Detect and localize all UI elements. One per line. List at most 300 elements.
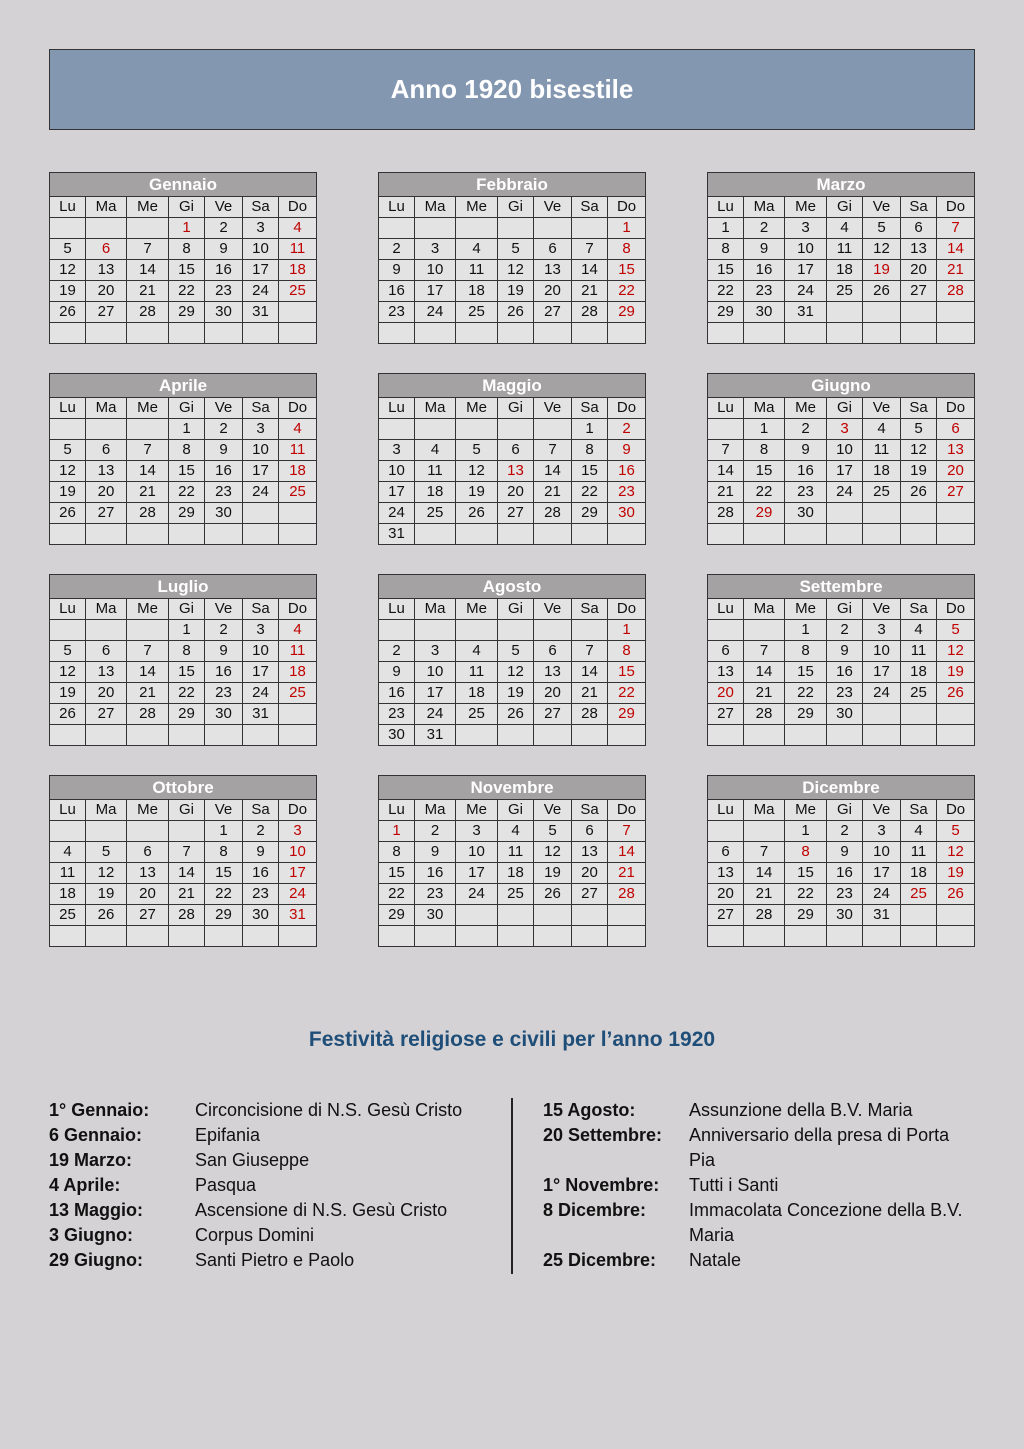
day-cell: 3	[415, 641, 456, 662]
empty-cell	[456, 419, 498, 440]
empty-cell	[205, 524, 243, 545]
day-cell: 9	[379, 260, 415, 281]
day-cell: 10	[243, 440, 279, 461]
day-cell: 26	[498, 704, 534, 725]
empty-cell	[937, 725, 975, 746]
empty-cell	[498, 323, 534, 344]
day-cell: 20	[708, 884, 744, 905]
empty-cell	[608, 926, 646, 947]
day-cell: 4	[901, 620, 937, 641]
empty-cell	[572, 905, 608, 926]
month-name: Giugno	[708, 374, 975, 398]
month-luglio	[49, 574, 316, 746]
empty-cell	[127, 218, 169, 239]
day-cell: 1	[785, 620, 827, 641]
day-cell: 23	[744, 281, 785, 302]
day-cell: 17	[279, 863, 317, 884]
day-cell: 18	[50, 884, 86, 905]
day-cell: 5	[50, 641, 86, 662]
day-cell: 27	[572, 884, 608, 905]
day-cell: 23	[415, 884, 456, 905]
day-cell: 25	[498, 884, 534, 905]
weekday-label: Ma	[415, 197, 456, 218]
holiday-name: Circoncisione di N.S. Gesù Cristo	[195, 1100, 463, 1120]
weekday-label: Do	[937, 800, 975, 821]
empty-cell	[169, 524, 205, 545]
day-cell: 8	[205, 842, 243, 863]
day-cell: 26	[86, 905, 127, 926]
day-cell: 27	[708, 905, 744, 926]
day-cell: 18	[279, 260, 317, 281]
holiday-row	[543, 1198, 983, 1248]
month-name: Settembre	[708, 575, 975, 599]
day-cell: 23	[827, 683, 863, 704]
day-cell: 23	[205, 281, 243, 302]
holiday-name: Ascensione di N.S. Gesù Cristo	[195, 1200, 448, 1220]
day-cell: 19	[937, 662, 975, 683]
holiday-name: Immacolata Concezione della B.V. Maria	[689, 1200, 963, 1245]
day-cell: 14	[169, 863, 205, 884]
weekday-label: Gi	[827, 800, 863, 821]
weekday-label: Ve	[863, 197, 901, 218]
day-cell: 27	[127, 905, 169, 926]
holiday-date: 8 Dicembre:	[543, 1200, 647, 1220]
day-cell: 6	[498, 440, 534, 461]
day-cell: 2	[827, 821, 863, 842]
day-cell: 12	[86, 863, 127, 884]
weekday-label: Gi	[827, 398, 863, 419]
empty-cell	[937, 302, 975, 323]
empty-cell	[279, 725, 317, 746]
day-cell: 15	[169, 461, 205, 482]
holiday-name: Anniversario della presa di Porta Pia	[689, 1125, 950, 1170]
weekday-label: Lu	[50, 599, 86, 620]
month-name: Novembre	[379, 776, 646, 800]
empty-cell	[415, 926, 456, 947]
day-cell: 17	[863, 662, 901, 683]
weekday-label: Ve	[205, 398, 243, 419]
day-cell: 3	[863, 620, 901, 641]
day-cell: 16	[243, 863, 279, 884]
month-name: Agosto	[379, 575, 646, 599]
empty-cell	[243, 323, 279, 344]
holiday-row	[49, 1248, 462, 1273]
empty-cell	[863, 704, 901, 725]
weekday-label: Ma	[415, 599, 456, 620]
empty-cell	[901, 302, 937, 323]
empty-cell	[708, 821, 744, 842]
day-cell: 16	[827, 863, 863, 884]
weekday-label: Gi	[169, 599, 205, 620]
day-cell: 15	[169, 662, 205, 683]
weekday-label: Do	[937, 398, 975, 419]
page-title: Anno 1920 bisestile	[390, 74, 634, 104]
holiday-date: 15 Agosto:	[543, 1100, 636, 1120]
weekday-label: Lu	[379, 398, 415, 419]
day-cell: 15	[608, 662, 646, 683]
day-cell: 5	[86, 842, 127, 863]
empty-cell	[279, 524, 317, 545]
day-cell: 3	[243, 620, 279, 641]
weekday-label: Gi	[498, 197, 534, 218]
day-cell: 3	[785, 218, 827, 239]
empty-cell	[901, 704, 937, 725]
empty-cell	[572, 725, 608, 746]
day-cell: 12	[901, 440, 937, 461]
day-cell: 4	[456, 641, 498, 662]
weekday-label: Me	[456, 599, 498, 620]
empty-cell	[572, 620, 608, 641]
weekday-label: Ma	[415, 800, 456, 821]
empty-cell	[86, 419, 127, 440]
empty-cell	[572, 926, 608, 947]
day-cell: 3	[863, 821, 901, 842]
empty-cell	[415, 323, 456, 344]
month-febbraio	[378, 172, 645, 344]
day-cell: 16	[744, 260, 785, 281]
day-cell: 10	[415, 662, 456, 683]
day-cell: 30	[785, 503, 827, 524]
empty-cell	[50, 926, 86, 947]
empty-cell	[127, 323, 169, 344]
day-cell: 28	[744, 704, 785, 725]
weekday-label: Me	[785, 800, 827, 821]
day-cell: 1	[608, 218, 646, 239]
day-cell: 18	[456, 683, 498, 704]
day-cell: 5	[498, 641, 534, 662]
empty-cell	[456, 725, 498, 746]
day-cell: 5	[901, 419, 937, 440]
weekday-label: Ve	[534, 599, 572, 620]
empty-cell	[127, 419, 169, 440]
weekday-label: Sa	[572, 197, 608, 218]
empty-cell	[863, 725, 901, 746]
day-cell: 13	[534, 260, 572, 281]
day-cell: 1	[205, 821, 243, 842]
empty-cell	[86, 323, 127, 344]
empty-cell	[205, 323, 243, 344]
day-cell: 28	[708, 503, 744, 524]
empty-cell	[827, 524, 863, 545]
empty-cell	[608, 905, 646, 926]
day-cell: 12	[498, 662, 534, 683]
day-cell: 22	[205, 884, 243, 905]
empty-cell	[744, 821, 785, 842]
weekday-label: Lu	[379, 599, 415, 620]
day-cell: 31	[863, 905, 901, 926]
day-cell: 22	[708, 281, 744, 302]
weekday-label: Ve	[863, 599, 901, 620]
day-cell: 20	[86, 281, 127, 302]
day-cell: 27	[86, 302, 127, 323]
weekday-label: Ma	[415, 398, 456, 419]
day-cell: 10	[379, 461, 415, 482]
day-cell: 4	[415, 440, 456, 461]
day-cell: 28	[572, 302, 608, 323]
day-cell: 26	[50, 704, 86, 725]
empty-cell	[708, 419, 744, 440]
day-cell: 31	[243, 302, 279, 323]
empty-cell	[86, 218, 127, 239]
day-cell: 29	[785, 905, 827, 926]
empty-cell	[744, 524, 785, 545]
weekday-label: Me	[127, 197, 169, 218]
day-cell: 11	[415, 461, 456, 482]
day-cell: 25	[863, 482, 901, 503]
day-cell: 9	[415, 842, 456, 863]
day-cell: 25	[901, 884, 937, 905]
day-cell: 4	[279, 419, 317, 440]
day-cell: 7	[572, 641, 608, 662]
day-cell: 29	[785, 704, 827, 725]
holiday-row	[49, 1198, 462, 1223]
day-cell: 11	[279, 641, 317, 662]
weekday-label: Do	[279, 599, 317, 620]
empty-cell	[498, 524, 534, 545]
empty-cell	[534, 620, 572, 641]
empty-cell	[379, 323, 415, 344]
month-settembre	[707, 574, 974, 746]
day-cell: 28	[608, 884, 646, 905]
empty-cell	[827, 323, 863, 344]
empty-cell	[744, 725, 785, 746]
empty-cell	[50, 725, 86, 746]
day-cell: 25	[50, 905, 86, 926]
day-cell: 27	[498, 503, 534, 524]
empty-cell	[50, 821, 86, 842]
day-cell: 11	[827, 239, 863, 260]
day-cell: 3	[379, 440, 415, 461]
month-gennaio	[49, 172, 316, 344]
weekday-label: Gi	[169, 398, 205, 419]
weekday-label: Ve	[863, 398, 901, 419]
weekday-label: Sa	[901, 599, 937, 620]
empty-cell	[127, 725, 169, 746]
day-cell: 10	[863, 641, 901, 662]
day-cell: 17	[863, 863, 901, 884]
day-cell: 14	[937, 239, 975, 260]
holiday-date: 3 Giugno:	[49, 1225, 133, 1245]
day-cell: 9	[379, 662, 415, 683]
day-cell: 23	[608, 482, 646, 503]
day-cell: 22	[169, 683, 205, 704]
day-cell: 31	[379, 524, 415, 545]
day-cell: 29	[169, 302, 205, 323]
day-cell: 9	[205, 440, 243, 461]
day-cell: 3	[415, 239, 456, 260]
day-cell: 19	[498, 683, 534, 704]
day-cell: 4	[279, 218, 317, 239]
day-cell: 24	[279, 884, 317, 905]
empty-cell	[534, 926, 572, 947]
empty-cell	[127, 524, 169, 545]
weekday-label: Me	[785, 398, 827, 419]
day-cell: 6	[86, 239, 127, 260]
empty-cell	[205, 926, 243, 947]
weekday-label: Me	[127, 599, 169, 620]
day-cell: 6	[86, 440, 127, 461]
day-cell: 17	[415, 281, 456, 302]
day-cell: 14	[708, 461, 744, 482]
day-cell: 1	[785, 821, 827, 842]
column-divider	[511, 1098, 513, 1274]
day-cell: 2	[785, 419, 827, 440]
day-cell: 12	[50, 662, 86, 683]
empty-cell	[86, 926, 127, 947]
day-cell: 16	[205, 662, 243, 683]
day-cell: 14	[744, 863, 785, 884]
empty-cell	[456, 218, 498, 239]
empty-cell	[415, 218, 456, 239]
day-cell: 29	[608, 704, 646, 725]
day-cell: 2	[243, 821, 279, 842]
holiday-row	[543, 1248, 983, 1273]
empty-cell	[498, 905, 534, 926]
day-cell: 19	[937, 863, 975, 884]
day-cell: 24	[863, 683, 901, 704]
day-cell: 12	[50, 461, 86, 482]
weekday-label: Do	[608, 398, 646, 419]
day-cell: 3	[827, 419, 863, 440]
day-cell: 13	[708, 662, 744, 683]
holiday-date: 19 Marzo:	[49, 1150, 133, 1170]
empty-cell	[572, 323, 608, 344]
day-cell: 25	[901, 683, 937, 704]
day-cell: 13	[127, 863, 169, 884]
day-cell: 8	[608, 239, 646, 260]
day-cell: 27	[937, 482, 975, 503]
empty-cell	[86, 725, 127, 746]
day-cell: 21	[572, 281, 608, 302]
day-cell: 5	[50, 239, 86, 260]
holiday-name: San Giuseppe	[195, 1150, 310, 1170]
day-cell: 10	[827, 440, 863, 461]
day-cell: 20	[534, 683, 572, 704]
day-cell: 12	[863, 239, 901, 260]
empty-cell	[456, 524, 498, 545]
day-cell: 14	[572, 260, 608, 281]
day-cell: 27	[708, 704, 744, 725]
day-cell: 19	[498, 281, 534, 302]
day-cell: 15	[744, 461, 785, 482]
empty-cell	[379, 218, 415, 239]
day-cell: 29	[708, 302, 744, 323]
day-cell: 4	[279, 620, 317, 641]
day-cell: 11	[456, 662, 498, 683]
weekday-label: Sa	[243, 197, 279, 218]
holiday-row	[49, 1173, 462, 1198]
month-name: Maggio	[379, 374, 646, 398]
day-cell: 30	[827, 905, 863, 926]
empty-cell	[50, 620, 86, 641]
day-cell: 18	[415, 482, 456, 503]
empty-cell	[534, 323, 572, 344]
day-cell: 4	[456, 239, 498, 260]
day-cell: 12	[456, 461, 498, 482]
weekday-label: Do	[279, 398, 317, 419]
day-cell: 18	[863, 461, 901, 482]
empty-cell	[744, 926, 785, 947]
month-aprile	[49, 373, 316, 545]
empty-cell	[608, 524, 646, 545]
day-cell: 19	[86, 884, 127, 905]
empty-cell	[744, 323, 785, 344]
empty-cell	[901, 926, 937, 947]
day-cell: 16	[379, 683, 415, 704]
holiday-name: Pasqua	[195, 1175, 257, 1195]
empty-cell	[534, 524, 572, 545]
empty-cell	[901, 323, 937, 344]
day-cell: 24	[379, 503, 415, 524]
day-cell: 17	[243, 461, 279, 482]
holidays-title: Festività religiose e civili per l’anno 1920	[308, 1028, 716, 1051]
day-cell: 8	[785, 842, 827, 863]
empty-cell	[379, 620, 415, 641]
day-cell: 30	[608, 503, 646, 524]
weekday-label: Lu	[379, 800, 415, 821]
weekday-label: Do	[279, 197, 317, 218]
day-cell: 3	[456, 821, 498, 842]
day-cell: 30	[243, 905, 279, 926]
empty-cell	[243, 503, 279, 524]
empty-cell	[498, 218, 534, 239]
day-cell: 18	[901, 863, 937, 884]
day-cell: 7	[127, 641, 169, 662]
empty-cell	[785, 725, 827, 746]
day-cell: 19	[534, 863, 572, 884]
day-cell: 7	[169, 842, 205, 863]
empty-cell	[86, 620, 127, 641]
weekday-label: Lu	[50, 398, 86, 419]
day-cell: 16	[785, 461, 827, 482]
weekday-label: Lu	[379, 197, 415, 218]
day-cell: 29	[169, 503, 205, 524]
day-cell: 22	[608, 683, 646, 704]
empty-cell	[572, 218, 608, 239]
day-cell: 24	[243, 482, 279, 503]
day-cell: 11	[279, 440, 317, 461]
day-cell: 20	[937, 461, 975, 482]
weekday-label: Lu	[708, 398, 744, 419]
day-cell: 25	[456, 704, 498, 725]
day-cell: 7	[937, 218, 975, 239]
holiday-date: 1° Novembre:	[543, 1175, 660, 1195]
day-cell: 25	[827, 281, 863, 302]
day-cell: 16	[608, 461, 646, 482]
empty-cell	[50, 524, 86, 545]
day-cell: 7	[127, 440, 169, 461]
month-dicembre	[707, 775, 974, 947]
day-cell: 21	[744, 884, 785, 905]
day-cell: 22	[572, 482, 608, 503]
day-cell: 1	[744, 419, 785, 440]
month-giugno	[707, 373, 974, 545]
day-cell: 12	[534, 842, 572, 863]
holiday-row	[543, 1098, 983, 1123]
empty-cell	[901, 503, 937, 524]
day-cell: 30	[744, 302, 785, 323]
day-cell: 27	[534, 302, 572, 323]
day-cell: 11	[498, 842, 534, 863]
holiday-date: 1° Gennaio:	[49, 1100, 150, 1120]
empty-cell	[498, 419, 534, 440]
day-cell: 26	[50, 503, 86, 524]
day-cell: 12	[937, 842, 975, 863]
empty-cell	[205, 725, 243, 746]
weekday-label: Lu	[708, 599, 744, 620]
day-cell: 24	[785, 281, 827, 302]
weekday-label: Ve	[534, 800, 572, 821]
